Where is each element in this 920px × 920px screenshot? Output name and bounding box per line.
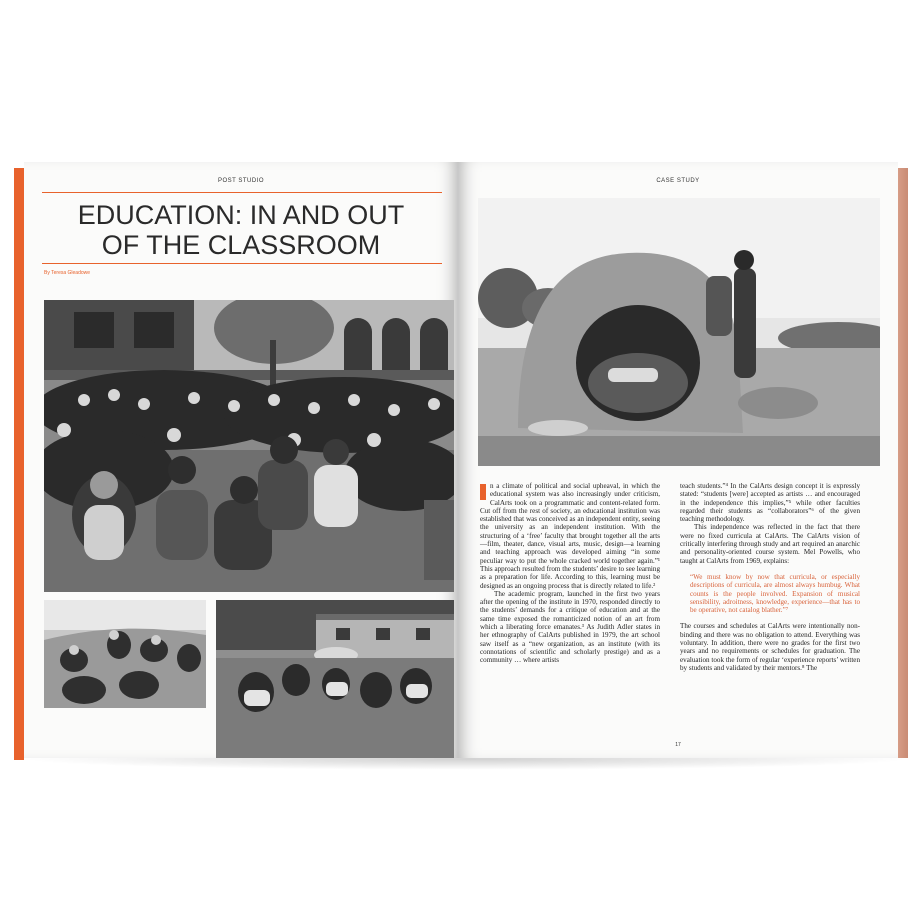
- page-number: 17: [675, 742, 681, 748]
- running-head-left: POST STUDIO: [217, 178, 265, 184]
- title-rule-bottom: [42, 263, 442, 264]
- byline: By Teresa Gleadowe: [44, 270, 91, 276]
- title-line-2: OF THE CLASSROOM: [101, 230, 381, 260]
- col2-paragraph-3: The courses and schedules at CalArts were intentionally non-binding and there was no obligation to attend. Everything was voluntary. In addition, there were no grades for the first two years and no requirements or schedules for graduation. The evaluation took the form of regular ‘experience reports’ written by students and validated by their mentors.⁸ The: [680, 622, 860, 672]
- left-page: [24, 162, 458, 758]
- pull-quote: “We must know by now that curricula, or especially descriptions of curricula, are almost always humbug. What counts is the people involved. Expansion of musical sensibility, adroitness, knowledge, experience—that has to be operative, not catalog blather.”⁷: [690, 572, 860, 615]
- col1-paragraph-1: n a climate of political and social upheaval, in which the educational system was also increasingly under criticism, CalArts took on a programmatic and content-related form. Cut off from the rest of society, an educational institution was established that was conceived as an independent entity, seeing the university as an independent institution. With the structuring of a ‘free’ faculty that brought together all the arts—film, theater, dance, visual arts, music, design—a learning and teaching approach was developed aiming “in some peculiar way to put the whole cracked world together again.”¹ This approach resulted from the students’ desire to see learning as a preparation for life. According to this, learning must be designed as an ongoing process that is directly related to life.²: [480, 482, 660, 590]
- body-column-2: [680, 482, 860, 672]
- photo-crowd-courtyard: [44, 300, 454, 592]
- orange-cover-edge: [14, 168, 24, 760]
- right-page: [458, 162, 898, 758]
- photo-house-lawn: [216, 600, 454, 758]
- col1-paragraph-2: The academic program, launched in the first two years after the opening of the institute in 1970, responded directly to the students’ demands for a critique of education and at the same time exposed the romanticized notion of an art from which a liberating force emanates.³ As Judith Adler states in her ethnography of CalArts published in 1979, the art school saw itself as a “new organization, as an institute (with its connotations of scientific and scholarly prestige) and as a community … where artists: [480, 589, 660, 665]
- title-rule-top: [42, 192, 442, 193]
- col2-paragraph-2: This independence was reflected in the fact that there were no fixed curricula at CalArts. The CalArts vision of critically interfering through study and art required an anarchic and personality-oriented course system. Mel Powells, who taught at CalArts from 1969, explains:: [680, 523, 860, 565]
- photo-hillside-group: [44, 600, 206, 708]
- body-column-1: [480, 482, 660, 665]
- running-head-right: CASE STUDY: [656, 178, 700, 184]
- article-title: [34, 200, 448, 260]
- photo-dome-sculpture: [478, 198, 880, 466]
- drop-cap-marker: [480, 484, 486, 500]
- title-line-1: EDUCATION: IN AND OUT: [77, 200, 405, 230]
- col2-paragraph-1: teach students.”⁴ In the CalArts design concept it is expressly stated: “students [were] accepted as artists … and encouraged in the independence this implies,”⁵ while other faculties regarded their students as “collaborators”⁶ of the given teaching methodology.: [680, 482, 860, 524]
